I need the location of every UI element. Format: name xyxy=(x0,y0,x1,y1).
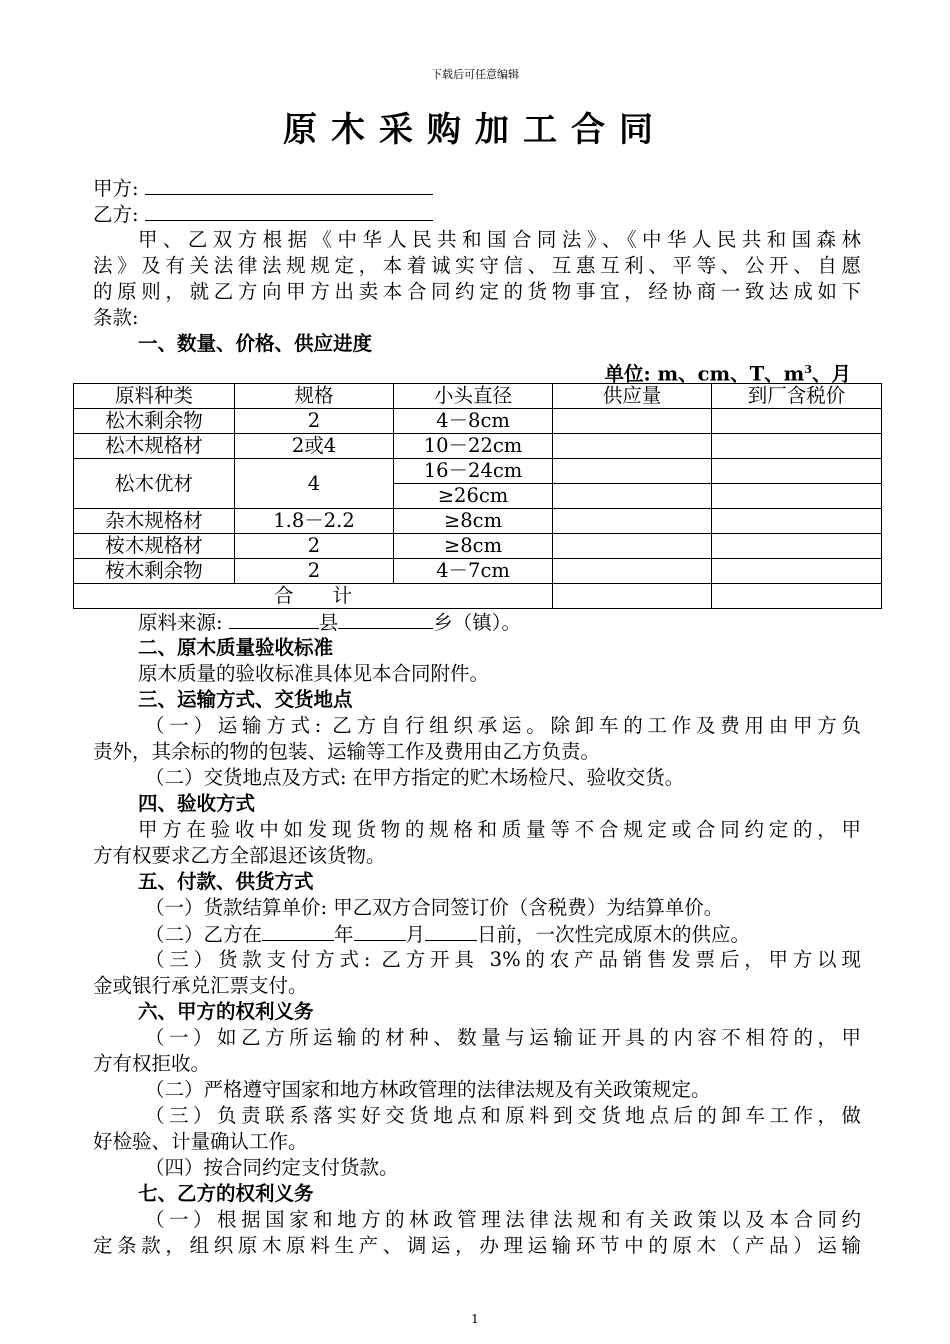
unit-label xyxy=(93,357,861,386)
table-header: 小头直径 xyxy=(394,384,553,409)
county-blank[interactable] xyxy=(229,609,319,629)
table-row xyxy=(74,534,882,559)
table-cell: 16－24cm xyxy=(394,459,553,484)
paragraph: （一）根据国家和地方的林政管理法律法规和有关政策以及本合同约 xyxy=(145,1208,861,1231)
paragraph: （一）如乙方所运输的材种、数量与运输证开具的内容不相符的，甲 xyxy=(145,1026,861,1049)
table-cell: 松木规格材 xyxy=(74,434,235,459)
table-cell: 2 xyxy=(235,534,394,559)
paragraph: （四）按合同约定支付货款。 xyxy=(145,1156,399,1179)
paragraph: 定条款，组织原木原料生产、调运，办理运输环节中的原木（产品）运输 xyxy=(93,1234,861,1257)
table-cell: ≥26cm xyxy=(394,484,553,509)
table-header-row xyxy=(74,384,882,409)
table-cell: 桉木规格材 xyxy=(74,534,235,559)
section-heading: 六、甲方的权利义务 xyxy=(138,1000,314,1023)
table-row xyxy=(74,459,882,484)
deadline-prefix: （二）乙方在 xyxy=(145,923,263,946)
table-cell: 4－7cm xyxy=(394,559,553,584)
paragraph: （二）严格遵守国家和地方林政管理的法律法规及有关政策规定。 xyxy=(145,1078,711,1101)
page-title: 原木采购加工合同 xyxy=(283,110,667,150)
month-blank[interactable] xyxy=(354,921,406,941)
table-cell: 4－8cm xyxy=(394,409,553,434)
price-cell[interactable] xyxy=(712,559,882,584)
intro-line: 甲、乙双方根据《中华人民共和国合同法》、《中华人民共和国森林 xyxy=(138,228,861,251)
header-note: 下载后可任意编辑 xyxy=(431,68,519,81)
supply-cell[interactable] xyxy=(553,484,712,509)
deadline-line xyxy=(93,921,861,947)
table-header: 原料种类 xyxy=(74,384,235,409)
supply-cell[interactable] xyxy=(553,559,712,584)
contract-body xyxy=(93,175,861,1259)
price-total-cell[interactable] xyxy=(712,584,882,609)
table-row xyxy=(74,434,882,459)
table-cell: 松木剩余物 xyxy=(74,409,235,434)
intro-line: 的原则，就乙方向甲方出卖本合同约定的货物事宜，经协商一致达成如下 xyxy=(93,280,861,303)
table-cell: 2或4 xyxy=(235,434,394,459)
county-label: 县 xyxy=(318,611,339,634)
party-a-blank[interactable] xyxy=(145,175,433,195)
table-cell: 2 xyxy=(235,559,394,584)
table-cell: ≥8cm xyxy=(394,509,553,534)
unit-prefix: 单位: m、cm、T、m xyxy=(604,362,805,386)
table-cell: 10－22cm xyxy=(394,434,553,459)
intro-line: 法》及有关法律法规规定，本着诚实守信、互惠互利、平等、公开、自愿 xyxy=(93,254,861,277)
section-heading: 二、原木质量验收标准 xyxy=(138,636,334,659)
total-label: 合 计 xyxy=(74,584,553,609)
section-heading: 七、乙方的权利义务 xyxy=(138,1182,314,1205)
section-heading: 三、运输方式、交货地点 xyxy=(138,688,353,711)
paragraph: 原木质量的验收标准具体见本合同附件。 xyxy=(138,662,490,685)
table-cell: 4 xyxy=(235,459,394,509)
table-cell: ≥8cm xyxy=(394,534,553,559)
paragraph: （二）交货地点及方式: 在甲方指定的贮木场检尺、验收交货。 xyxy=(145,766,685,789)
township-blank[interactable] xyxy=(338,609,433,629)
table-cell: 1.8－2.2 xyxy=(235,509,394,534)
table-cell: 2 xyxy=(235,409,394,434)
paragraph: 方有权要求乙方全部退还该货物。 xyxy=(93,844,386,867)
section-heading: 四、验收方式 xyxy=(138,792,256,815)
paragraph: 好检验、计量确认工作。 xyxy=(93,1130,308,1153)
year-label: 年 xyxy=(334,923,354,946)
table-header: 到厂含税价 xyxy=(712,384,882,409)
supply-cell[interactable] xyxy=(553,409,712,434)
table-header: 规格 xyxy=(235,384,394,409)
page-number: 1 xyxy=(471,1312,479,1326)
table-row xyxy=(74,409,882,434)
price-cell[interactable] xyxy=(712,534,882,559)
paragraph: （三）负责联系落实好交货地点和原料到交货地点后的卸车工作，做 xyxy=(145,1104,861,1127)
price-cell[interactable] xyxy=(712,434,882,459)
price-cell[interactable] xyxy=(712,509,882,534)
supply-total-cell[interactable] xyxy=(553,584,712,609)
supply-cell[interactable] xyxy=(553,459,712,484)
year-blank[interactable] xyxy=(262,921,334,941)
party-b-line xyxy=(93,201,861,227)
supply-cell[interactable] xyxy=(553,509,712,534)
table-cell: 杂木规格材 xyxy=(74,509,235,534)
party-b-blank[interactable] xyxy=(145,201,433,221)
price-cell[interactable] xyxy=(712,484,882,509)
paragraph: （一）货款结算单价: 甲乙双方合同签订价（含税费）为结算单价。 xyxy=(145,896,724,919)
source-label: 原料来源: xyxy=(138,611,223,634)
party-a-label: 甲方: xyxy=(93,177,139,200)
deadline-suffix: 日前，一次性完成原木的供应。 xyxy=(477,923,751,946)
table-row xyxy=(74,559,882,584)
price-cell[interactable] xyxy=(712,459,882,484)
price-cell[interactable] xyxy=(712,409,882,434)
paragraph: 金或银行承兑汇票支付。 xyxy=(93,974,308,997)
party-b-label: 乙方: xyxy=(93,203,139,226)
section-heading: 五、付款、供货方式 xyxy=(138,870,314,893)
supply-cell[interactable] xyxy=(553,434,712,459)
paragraph: 甲方在验收中如发现货物的规格和质量等不合规定或合同约定的，甲 xyxy=(138,818,861,841)
party-a-line xyxy=(93,175,861,201)
day-blank[interactable] xyxy=(425,921,477,941)
township-label: 乡（镇）。 xyxy=(433,611,522,634)
unit-suffix: 、月 xyxy=(811,362,851,386)
table-cell: 桉木剩余物 xyxy=(74,559,235,584)
table-header: 供应量 xyxy=(553,384,712,409)
supply-cell[interactable] xyxy=(553,534,712,559)
table-row xyxy=(74,509,882,534)
paragraph: 方有权拒收。 xyxy=(93,1052,211,1075)
intro-line: 条款: xyxy=(93,306,139,329)
table-total-row xyxy=(74,584,882,609)
paragraph: （三）货款支付方式: 乙方开具 3%的农产品销售发票后，甲方以现 xyxy=(145,948,861,971)
source-line xyxy=(93,609,861,635)
table-cell: 松木优材 xyxy=(74,459,235,509)
supply-table xyxy=(73,383,882,609)
month-label: 月 xyxy=(405,923,426,946)
paragraph: 责外，其余标的物的包装、运输等工作及费用由乙方负责。 xyxy=(93,740,601,763)
unit-superscript: 3 xyxy=(804,363,812,376)
paragraph: （一）运输方式: 乙方自行组织承运。除卸车的工作及费用由甲方负 xyxy=(145,714,861,737)
section-heading: 一、数量、价格、供应进度 xyxy=(138,332,373,355)
